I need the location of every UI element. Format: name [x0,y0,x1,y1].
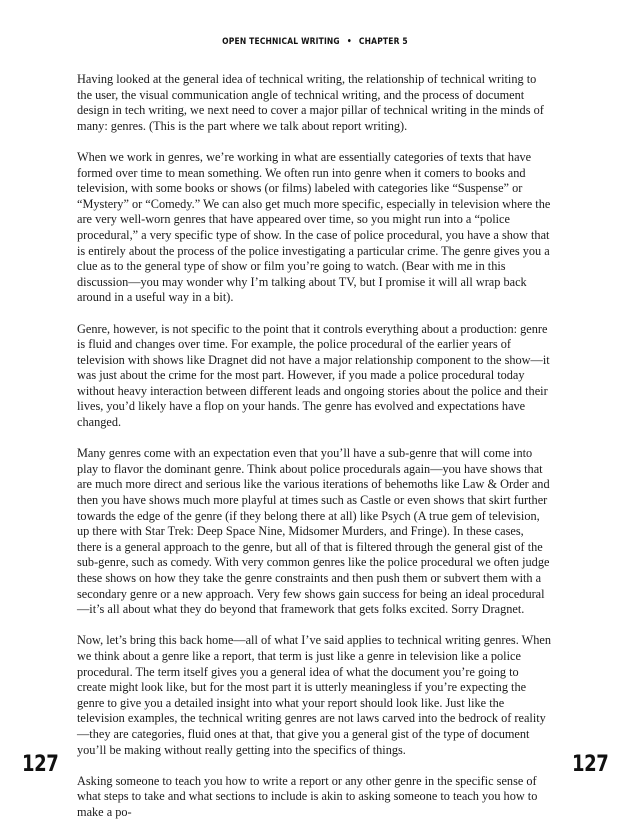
paragraph-3: Genre, however, is not specific to the point that it controls everything about a production: genre is fluid and changes over time. For example, the police procedural of the earlier years of television with shows like Dragnet did not have a major relationship component to the show—it was just about the crime for the most part. However, if you made a police procedural today without heavy interaction between different leads and ongoing stories about the police and their lives, you’d likely have a flop on your hands. The genre has evolved and expectations have changed. [77,321,550,430]
header-separator: • [346,37,352,47]
page-number-left: 127 [22,752,59,777]
paragraph-1: Having looked at the general idea of technical writing, the relationship of technical writing to the user, the visual communication angle of technical writing, and the process of document design in tech writing, we next need to cover a major pillar of technical writing in the minds of many: genres. (This is the part where we talk about report writing). [77,72,544,133]
paragraph-6: Asking someone to teach you how to write a report or any other genre in the specific sense of what steps to take and what sections to include is akin to asking someone to teach you how to make a po- [77,773,538,819]
paragraph-2: When we work in genres, we’re working in what are essentially categories of texts that have formed over time to mean something. We often run into genre when it comers to books and television, with some books or shows (or films) labeled with categories like “Suspense” or “Mystery” or “Comedy.” We can also get much more specific, especially in television where the are very well-worn genres that have appeared over time, so you might run into a “police procedural,” a very specific type of show. In the case of police procedural, you have a show that is entirely about the process of the police investigating a particular crime. The genre gives you a clue as to the general type of show or film you’re going to watch. (Bear with me in this discussion—you may wonder why I’m talking about TV, but I promise it will all wrap back around in a useful way in a bit). [77,149,551,305]
running-header [38,37,592,47]
page-number-right: 127 [571,752,608,777]
chapter-label: CHAPTER 5 [358,37,408,47]
book-title: OPEN TECHNICAL WRITING [222,37,340,47]
paragraph-4: Many genres come with an expectation even that you’ll have a sub-genre that will come into play to flavor the dominant genre. Think about police procedurals again—you have shows that are much more direct and serious like the various iterations of behemoths like Law & Order and then you have shows much more playful at times such as Castle or even shows that skirt further towards the edge of the genre (if they belong there at all) like Psych (A true gem of television, up there with Star Trek: Deep Space Nine, Midsomer Murders, and Fringe). In these cases, there is a general approach to the genre, but all of that is filtered through the general gist of the sub-genre, such as comedy. With very common genres like the police procedural we often judge these shows on how they take the genre constraints and then push them or subvert them with a secondary genre or a new approach. Very few shows gain success for being an ideal procedural—it’s all about what they do beyond that framework that gets folks excited. Sorry Dragnet. [77,446,550,617]
body-text [77,72,551,836]
paragraph-5: Now, let’s bring this back home—all of what I’ve said applies to technical writing genres. When we think about a genre like a report, that term is just like a genre in television like a police procedural. The term itself gives you a general idea of what the document you’re going to create might look like, but for the most part it is utterly meaningless if you’re expecting the genre to give you a detailed insight into what your report should look like. Just like the television examples, the technical writing genres are not laws carved into the bedrock of reality—they are categories, fluid ones at that, that give you a general gist of the type of document you’ll be making without really getting into the specifics of things. [77,633,551,757]
